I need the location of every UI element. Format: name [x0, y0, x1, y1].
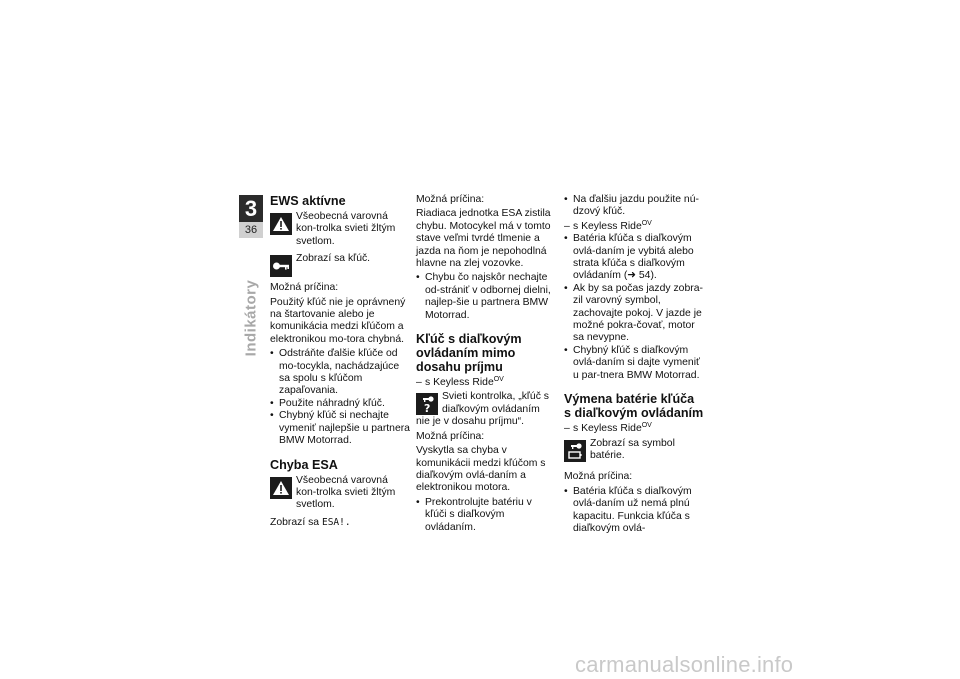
list-item: • Chybný kľúč s diaľkovým ovlá-daním si dajte vymeniť u par-tnera BMW Motorrad.: [564, 345, 704, 382]
esa-display-prefix: Zobrazí sa: [270, 516, 320, 528]
esa-warning-text: Všeobecná varovná kon-trolka svieti žltým svetlom.: [296, 474, 396, 511]
cause-text: Použitý kľúč nie je oprávnený na štartovanie alebo je komunikácia medzi kľúčom a elektronikou mo-tora chybná.: [270, 296, 406, 345]
option-line: [416, 377, 556, 389]
battery-heading: Výmena batérie kľúča s diaľkovým ovládaním: [564, 392, 704, 421]
svg-text:?: ?: [424, 402, 431, 414]
key-question-icon: [416, 393, 438, 415]
list-item: • Použite náhradný kľúč.: [270, 398, 410, 410]
cause-label: Možná príčina:: [416, 430, 485, 442]
ews-warning-text: Všeobecná varovná kon-trolka svieti žltým svetlom.: [296, 211, 396, 247]
watermark: carmanualsonline.info: [575, 652, 794, 677]
ews-heading: EWS aktívne: [270, 194, 346, 208]
list-item: • Na ďalšiu jazdu použite nú-dzový kľúč.: [564, 194, 704, 219]
list-item: • Ak by sa počas jazdy zobra-zil varovný symbol, zachovajte pokoj. V jazde je možné pokra-čovať, motor sa nevypne.: [564, 283, 704, 345]
key-icon: [270, 255, 292, 277]
cause-text: Riadiaca jednotka ESA zistila chybu. Motocykel má v tomto stave veľmi tvrdé tlmenie a jazda na ňom je nepohodlná hlavne na zlej vozovke.: [416, 208, 551, 270]
cause-label: Možná príčina:: [416, 194, 485, 205]
option-sup: OV: [641, 219, 652, 227]
battery-icon-block: [564, 438, 704, 463]
battery-icon-text: Zobrazí sa symbol batérie.: [590, 437, 675, 461]
ews-key-block: [270, 253, 410, 277]
list-item: • Batéria kľúča s diaľkovým ovlá-daním je vybitá alebo strata kľúča s diaľkovým ovládaním (➜ 54).: [564, 233, 704, 283]
option-sup: OV: [641, 422, 652, 430]
bullet-list: [270, 348, 410, 447]
cause-label: Možná príčina:: [270, 282, 339, 294]
range-heading: Kľúč s diaľkovým ovládaním mimo dosahu príjmu: [416, 332, 522, 375]
bullet-list: [564, 233, 704, 382]
chapter-title: Indikátory: [242, 279, 260, 357]
list-item: • Batéria kľúča s diaľkovým ovlá-daním už nemá plnú kapacitu. Funkcia kľúča s diaľkovým ovlá-: [564, 486, 704, 536]
option-sup: OV: [493, 376, 504, 384]
bullet-list: [416, 497, 556, 534]
bullet-list: [416, 272, 556, 322]
bullet-list: [564, 194, 704, 219]
option-line: [564, 423, 704, 435]
cause-text: Vyskytla sa chyba v komunikácii medzi kľúčom s diaľkovým ovlá-daním a elektronikou motora.: [416, 445, 546, 494]
warning-triangle-icon: [270, 477, 292, 499]
column-3: [564, 194, 704, 537]
esa-display-line: [270, 517, 410, 529]
bullet-list: [564, 486, 704, 536]
column-2: [416, 194, 556, 536]
ews-warning-block: [270, 211, 410, 248]
warning-triangle-icon: [270, 213, 292, 235]
list-item: • Chybný kľúč si nechajte vymeniť najlepšie u partnera BMW Motorrad.: [270, 410, 410, 447]
list-item: • Odstráňte ďalšie kľúče od mo-tocykla, nachádzajúce sa spolu s kľúčom zapaľovania.: [270, 348, 410, 398]
range-icon-block: [416, 391, 556, 428]
esa-warning-block: [270, 475, 410, 512]
chapter-number: 3: [239, 195, 263, 222]
option-prefix: s Keyless Ride: [425, 377, 494, 389]
option-prefix: s Keyless Ride: [573, 423, 642, 435]
option-line: [564, 221, 704, 233]
page-number: 36: [239, 222, 263, 238]
list-item: • Prekontrolujte batériu v kľúči s diaľkovým ovládaním.: [416, 497, 556, 534]
option-prefix: s Keyless Ride: [573, 220, 642, 232]
range-icon-text: Svieti kontrolka, „kľúč s diaľkovým ovládaním nie je v dosahu príjmu“.: [416, 391, 549, 428]
column-1: [270, 194, 410, 531]
list-item: • Chybu čo najskôr nechajte od-strániť v odbornej dielni, najlep-šie u partnera BMW Motorrad.: [416, 272, 556, 322]
ews-key-text: Zobrazí sa kľúč.: [296, 253, 371, 265]
esa-display-code: ESA!.: [321, 516, 351, 528]
cause-label: Možná príčina:: [564, 471, 633, 483]
key-battery-icon: [564, 440, 586, 462]
esa-heading: Chyba ESA: [270, 457, 338, 472]
